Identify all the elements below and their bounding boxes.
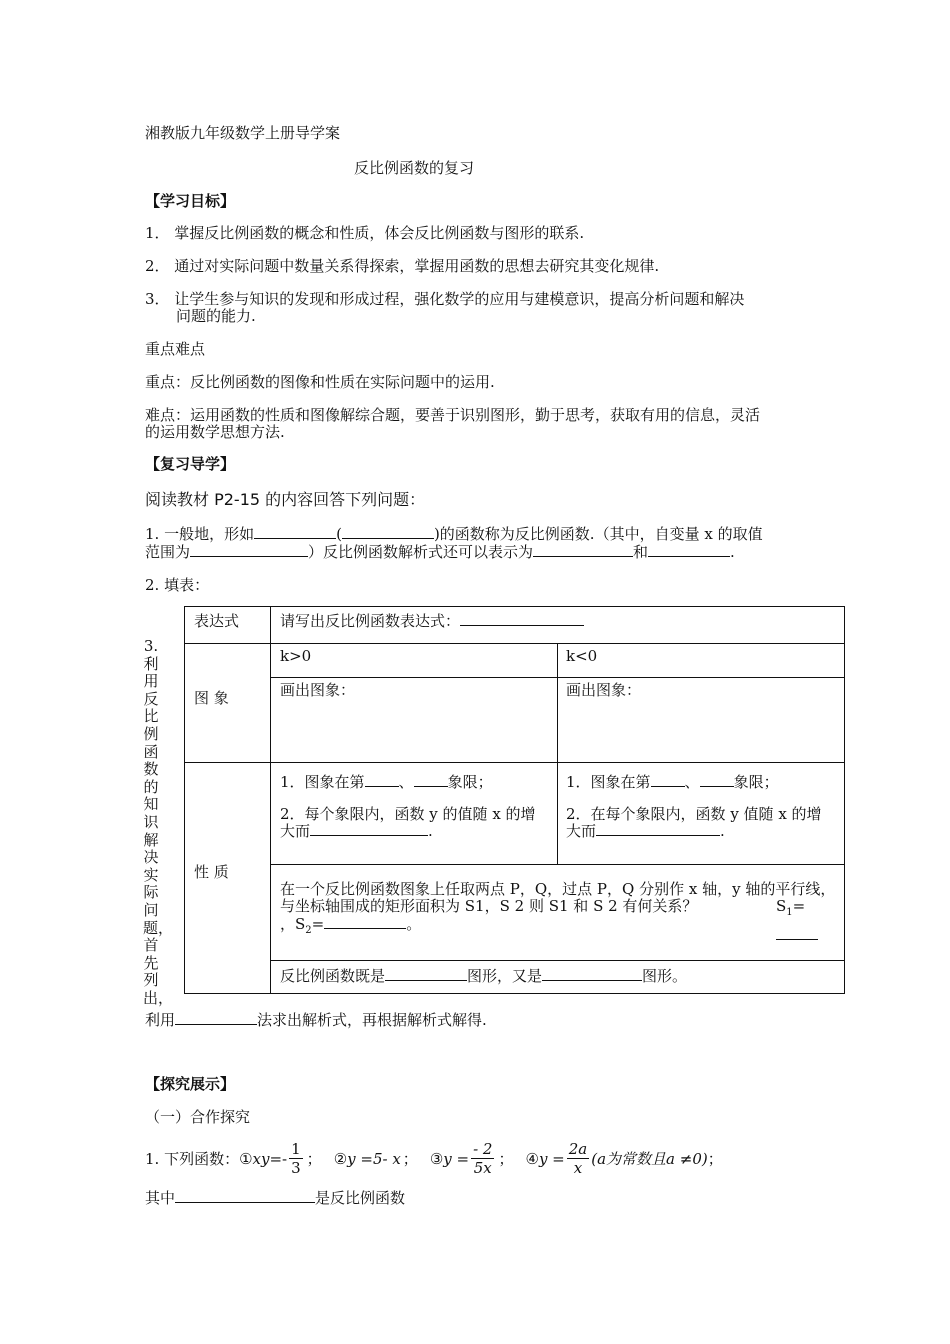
property-negative-monotonic: 2．在每个象限内，函数 y 值随 x 的增	[566, 805, 822, 823]
expression-prompt: 请写出反比例函数表达式：	[280, 610, 584, 632]
blank-method[interactable]	[175, 1010, 257, 1025]
blank-trend[interactable]	[596, 821, 720, 836]
goal-3: 3． 让学生参与知识的发现和形成过程，强化数学的应用与建模意识，提高分析问题和解决	[145, 290, 745, 308]
q1-text-c: )的函数称为反比例函数.（其中，自变量 x 的取值	[433, 525, 763, 543]
blank-expression[interactable]	[460, 611, 584, 626]
k-negative-label: k<0	[566, 647, 598, 665]
reading-instruction: 阅读教材 P2-15 的内容回答下列问题：	[145, 490, 426, 509]
area-question-line-1: 在一个反比例函数图象上任取两点 P，Q，过点 P，Q 分别作 x 轴，y 轴的平行线，	[280, 880, 836, 898]
property-table	[184, 606, 845, 994]
blank-answer[interactable]	[175, 1188, 315, 1203]
q1-text-e: ）反比例函数解析式还可以表示为	[308, 543, 534, 561]
blank-symmetry-2[interactable]	[542, 966, 642, 981]
function-3-lhs: y =	[443, 1149, 470, 1168]
blank-domain[interactable]	[190, 542, 308, 557]
row-label-expression: 表达式	[194, 612, 240, 630]
blank-quadrant[interactable]	[651, 772, 685, 787]
blank-symmetry-1[interactable]	[385, 966, 467, 981]
question-3-vertical: 3.利用反比例函数的知识解决实际问题，首先列出，	[143, 637, 174, 1007]
draw-graph-negative[interactable]: 画出图象：	[566, 681, 642, 699]
blank-trend[interactable]	[310, 821, 428, 836]
fraction-4: $\frac{2a}{x}$	[568, 1140, 588, 1177]
subsection-cooperative: （一）合作探究	[145, 1108, 251, 1126]
table-line	[270, 960, 844, 961]
goal-3-cont: 问题的能力.	[176, 307, 256, 325]
key-heading: 重点难点	[145, 340, 206, 358]
q1-text-a: 1. 一般地，形如	[145, 525, 255, 543]
blank-form-3[interactable]	[648, 542, 730, 557]
function-2: y =5- x	[347, 1149, 401, 1168]
section-heading-explore: 【探究展示】	[145, 1075, 236, 1093]
area-question-line-2: 与坐标轴围成的矩形面积为 S1，S 2 则 S1 和 S 2 有何关系？ $S_1=$	[280, 895, 840, 917]
blank-form[interactable]	[254, 524, 336, 539]
function-4-lhs: y =	[538, 1149, 565, 1168]
blank-condition[interactable]	[342, 524, 434, 539]
section-heading-goals: 【学习目标】	[145, 192, 236, 210]
symmetry-question: 反比例函数既是 图形，又是 图形。	[280, 967, 688, 985]
table-line	[270, 864, 844, 865]
section-heading-review: 【复习导学】	[145, 455, 236, 473]
key-point: 重点：反比例函数的图像和性质在实际问题中的运用.	[145, 373, 495, 391]
difficulty-line-1: 难点：运用函数的性质和图像解综合题，要善于识别图形，勤于思考，获取有用的信息，灵活	[145, 406, 761, 424]
blank-s1[interactable]	[776, 925, 818, 940]
area-question-line-3: ，$S_2=$ 。	[280, 915, 422, 936]
function-4-condition: (a为常数且a ≠0)	[591, 1150, 708, 1168]
draw-graph-positive[interactable]: 画出图象：	[280, 681, 356, 699]
s1-answer: $S_1=$	[776, 895, 840, 946]
q1-text-d: 范围为	[145, 543, 191, 561]
row-label-graph: 图 象	[194, 689, 229, 707]
fraction-1: $\frac{1}{3}$	[291, 1140, 301, 1177]
question-3-tail: 利用 法求出解析式，再根据解析式解得.	[145, 1011, 487, 1029]
table-line	[185, 762, 844, 763]
question-2: 2. 填表：	[145, 576, 210, 594]
property-negative-quadrants: 1．图象在第 、 象限；	[566, 773, 779, 791]
goal-2: 2． 通过对实际问题中数量关系得探索，掌握用函数的思想去研究其变化规律.	[145, 257, 660, 275]
q1-text-g: .	[730, 543, 735, 561]
blank-quadrant[interactable]	[700, 772, 734, 787]
k-positive-label: k>0	[280, 647, 312, 665]
q1-text-b: (	[336, 525, 342, 543]
property-positive-quadrants: 1．图象在第 、 象限；	[280, 773, 493, 791]
table-line	[557, 643, 558, 864]
table-line	[185, 643, 844, 644]
fraction-3: $\frac{- 2}{5x}$	[473, 1140, 493, 1177]
doc-header: 湘教版九年级数学上册导学案	[145, 124, 341, 142]
blank-form-2[interactable]	[533, 542, 633, 557]
exercise-1-answer: 其中 是反比例函数	[145, 1189, 406, 1207]
exercise-1: 1. 下列函数： ① xy=- $\frac{1}{3}$ ； ② y =5- x ； ③ y = $\frac{- 2}{5x}$ ； ④ y = $\frac{2a}{x}$ (a为常数且a ≠0) ；	[145, 1140, 723, 1177]
row-label-properties: 性 质	[194, 863, 229, 881]
blank-quadrant[interactable]	[414, 772, 448, 787]
property-positive-monotonic-2: 大而 .	[280, 822, 433, 840]
doc-title: 反比例函数的复习	[354, 159, 475, 177]
question-1-line-2	[145, 541, 735, 562]
property-positive-monotonic: 2．每个象限内，函数 y 的值随 x 的增	[280, 805, 536, 823]
blank-quadrant[interactable]	[365, 772, 399, 787]
q1-text-f: 和	[633, 543, 649, 561]
difficulty-line-2: 的运用数学思想方法.	[145, 423, 285, 441]
table-line	[270, 607, 271, 993]
property-negative-monotonic-2: 大而 .	[566, 822, 725, 840]
function-1: xy=-	[252, 1149, 288, 1168]
goal-1: 1． 掌握反比例函数的概念和性质，体会反比例函数与图形的联系.	[145, 224, 585, 242]
blank-s2[interactable]	[324, 914, 406, 929]
